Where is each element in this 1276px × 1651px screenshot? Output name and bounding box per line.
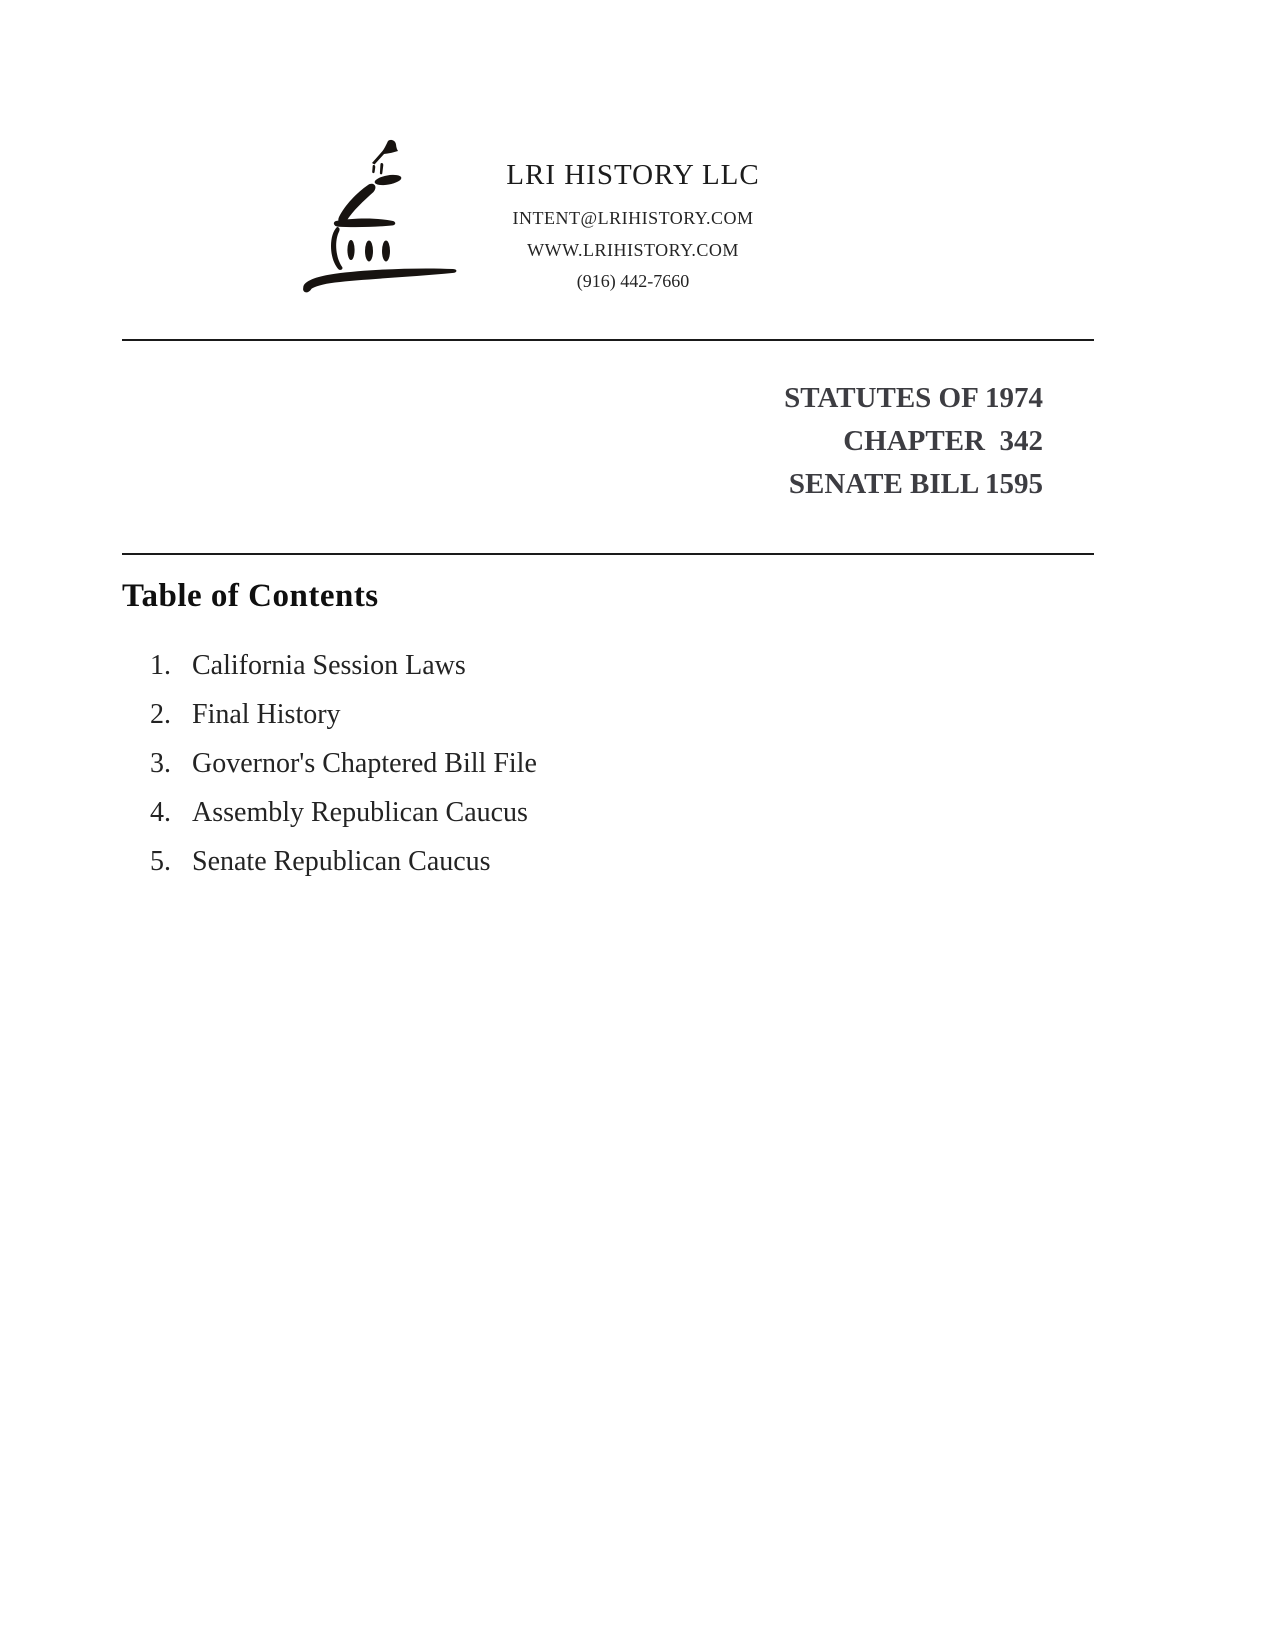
divider-bottom bbox=[122, 553, 1094, 555]
toc-item bbox=[150, 698, 850, 732]
toc-item-label: California Session Laws bbox=[192, 650, 466, 681]
toc-list bbox=[150, 649, 850, 894]
toc-item-number: 5. bbox=[150, 846, 171, 877]
chapter-line: CHAPTER 342 bbox=[843, 425, 1043, 457]
toc-item bbox=[150, 845, 850, 879]
letterhead bbox=[458, 159, 808, 292]
toc-item bbox=[150, 747, 850, 781]
company-phone: (916) 442-7660 bbox=[576, 271, 690, 291]
toc-item bbox=[150, 649, 850, 683]
toc-item-label: Governor's Chaptered Bill File bbox=[192, 748, 537, 779]
toc-item-number: 2. bbox=[150, 699, 171, 730]
company-email: INTENT@LRIHISTORY.COM bbox=[512, 208, 754, 228]
capitol-dome-logo-icon bbox=[293, 128, 463, 298]
senate-bill-line: SENATE BILL 1595 bbox=[788, 468, 1043, 500]
bill-identification bbox=[784, 377, 1043, 506]
toc-heading: Table of Contents bbox=[122, 578, 379, 614]
toc-item-label: Final History bbox=[192, 699, 341, 730]
toc-item bbox=[150, 796, 850, 830]
toc-item-label: Senate Republican Caucus bbox=[192, 846, 491, 877]
toc-item-number: 4. bbox=[150, 797, 171, 828]
toc-item-label: Assembly Republican Caucus bbox=[192, 797, 528, 828]
toc-item-number: 1. bbox=[150, 650, 171, 681]
divider-top bbox=[122, 339, 1094, 341]
company-name: LRI HISTORY LLC bbox=[506, 159, 760, 191]
toc-item-number: 3. bbox=[150, 748, 171, 779]
statutes-line: STATUTES OF 1974 bbox=[784, 382, 1043, 414]
company-website: WWW.LRIHISTORY.COM bbox=[527, 240, 739, 260]
